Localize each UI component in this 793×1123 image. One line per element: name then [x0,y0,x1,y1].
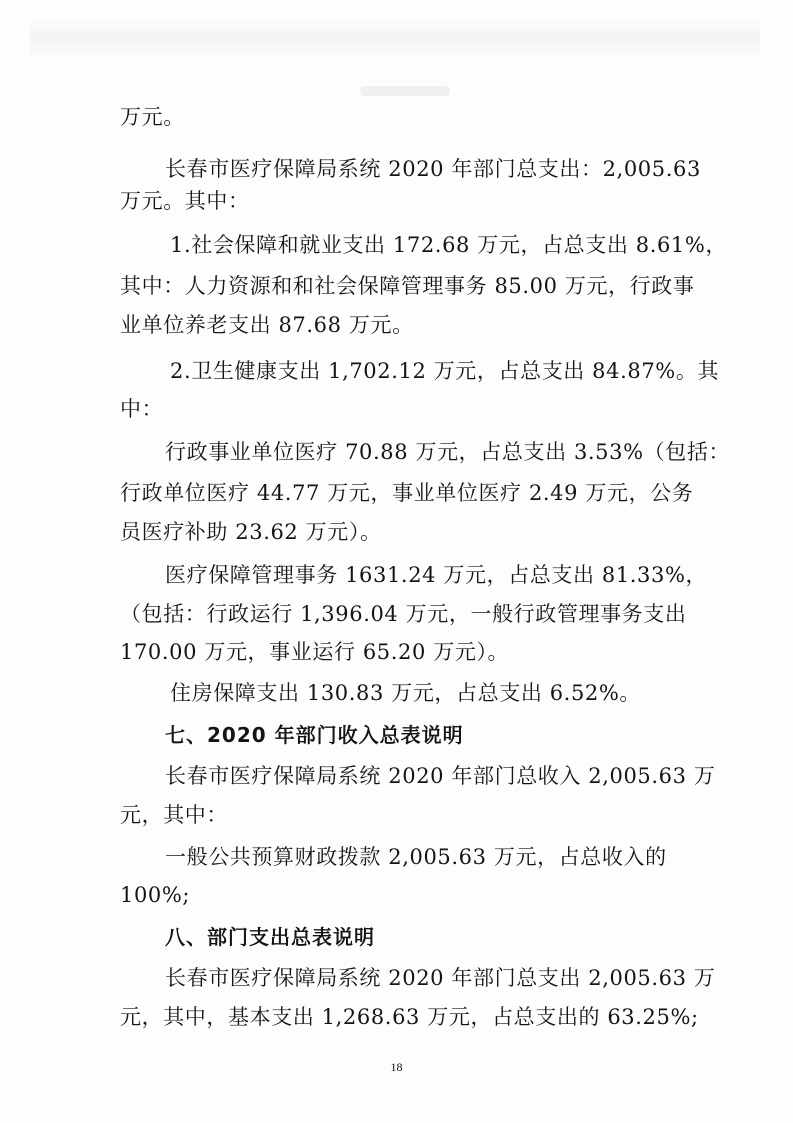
section-heading: 七、2020 年部门收入总表说明 [165,723,464,747]
text-line: 1.社会保障和就业支出 172.68 万元，占总支出 8.61%， [170,233,728,257]
scan-artifact [360,86,450,96]
text-line: 业单位养老支出 87.68 万元。 [120,313,414,337]
text-line: 万元。 [120,105,185,129]
scan-artifact [30,18,760,60]
text-line: 2.卫生健康支出 1,702.12 万元，占总支出 84.87%。其 [170,359,720,383]
text-line: 长春市医疗保障局系统 2020 年部门总支出：2,005.63 [165,157,701,181]
text-line: 100%; [120,883,191,907]
text-line: 万元。其中： [120,189,250,213]
text-line: 长春市医疗保障局系统 2020 年部门总支出 2,005.63 万 [165,966,716,990]
text-line: 医疗保障管理事务 1631.24 万元，占总支出 81.33%， [165,563,708,587]
text-line: （包括：行政运行 1,396.04 万元，一般行政管理事务支出 [120,602,687,626]
text-line: 其中：人力资源和和社会保障管理事务 85.00 万元，行政事 [120,274,695,298]
text-line: 长春市医疗保障局系统 2020 年部门总收入 2,005.63 万 [165,764,716,788]
text-line: 元，其中，基本支出 1,268.63 万元，占总支出的 63.25%; [120,1005,699,1029]
text-line: 中： [120,397,164,421]
text-line: 行政事业单位医疗 70.88 万元，占总支出 3.53%（包括： [165,440,731,464]
text-line: 住房保障支出 130.83 万元，占总支出 6.52%。 [170,681,642,705]
text-line: 170.00 万元，事业运行 65.20 万元）。 [120,640,510,664]
text-line: 员医疗补助 23.62 万元）。 [120,520,382,544]
page-number: 18 [390,1060,403,1074]
text-line: 元，其中： [120,803,228,827]
text-line: 行政单位医疗 44.77 万元，事业单位医疗 2.49 万元，公务 [120,481,694,505]
text-line: 一般公共预算财政拨款 2,005.63 万元，占总收入的 [165,845,667,869]
section-heading: 八、部门支出总表说明 [165,925,375,949]
